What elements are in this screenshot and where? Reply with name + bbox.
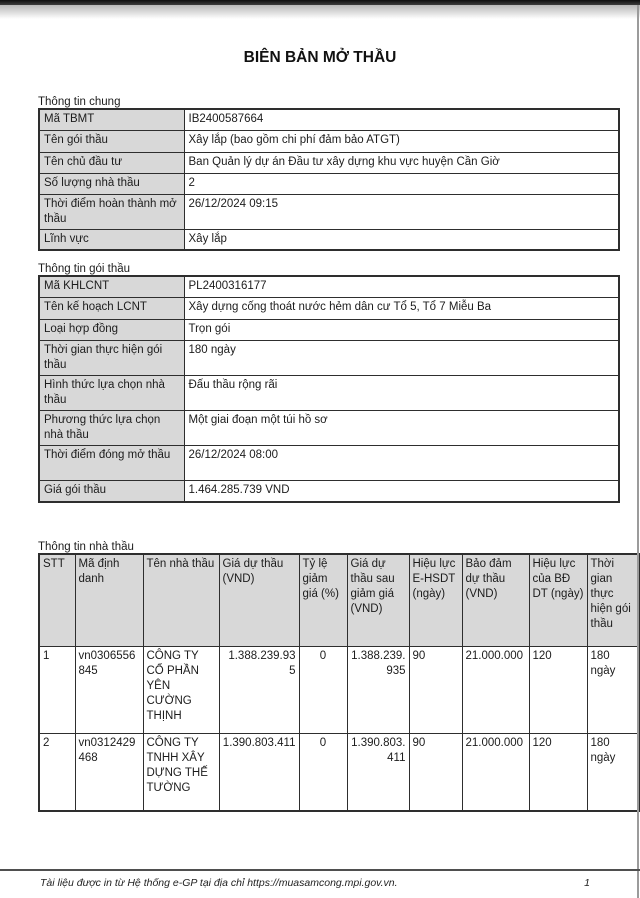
contractor-cell-price-after-discount: 1.388.239.935 bbox=[347, 646, 409, 733]
page-right-edge bbox=[637, 5, 639, 898]
contractor-row bbox=[39, 646, 639, 733]
contractor-cell-discount: 0 bbox=[299, 733, 347, 811]
table-row bbox=[39, 130, 619, 152]
general-row-label: Thời điểm hoàn thành mở thầu bbox=[39, 194, 184, 229]
contractor-cell-bid-price: 1.390.803.411 bbox=[219, 733, 299, 811]
contractor-col-header: Tên nhà thầu bbox=[143, 554, 219, 646]
table-row bbox=[39, 375, 619, 410]
contractor-cell-duration: 180 ngày bbox=[587, 646, 639, 733]
contractor-col-header: Bảo đảm dự thầu (VND) bbox=[462, 554, 529, 646]
viewer-top-shadow bbox=[0, 5, 640, 19]
general-row-label: Lĩnh vực bbox=[39, 229, 184, 250]
contractor-col-header: Thời gian thực hiện gói thầu bbox=[587, 554, 639, 646]
package-row-value: Đấu thầu rộng rãi bbox=[184, 375, 619, 410]
general-row-value: 2 bbox=[184, 173, 619, 194]
contractor-col-header: Hiệu lực của BĐ DT (ngày) bbox=[529, 554, 587, 646]
general-row-value: Xây lắp bbox=[184, 229, 619, 250]
table-row bbox=[39, 276, 619, 297]
document-title: BIÊN BẢN MỞ THẦU bbox=[243, 49, 397, 66]
table-row bbox=[39, 173, 619, 194]
contractor-cell-guarantee-validity: 120 bbox=[529, 733, 587, 811]
package-row-value: PL2400316177 bbox=[184, 276, 619, 297]
contractor-cell-stt: 1 bbox=[39, 646, 75, 733]
package-row-label: Giá gói thầu bbox=[39, 480, 184, 502]
section-heading-package: Thông tin gói thầu bbox=[38, 263, 131, 275]
page-footer bbox=[40, 877, 590, 889]
contractor-cell-name: CÔNG TY CỔ PHẦN YÊN CƯỜNG THỊNH bbox=[143, 646, 219, 733]
contractor-cell-validity: 90 bbox=[409, 733, 462, 811]
contractors-header-row bbox=[39, 554, 639, 646]
contractor-row bbox=[39, 733, 639, 811]
package-row-value: 26/12/2024 08:00 bbox=[184, 445, 619, 480]
table-row bbox=[39, 445, 619, 480]
general-row-value: Xây lắp (bao gồm chi phí đảm bảo ATGT) bbox=[184, 130, 619, 152]
general-row-value: IB2400587664 bbox=[184, 109, 619, 130]
package-row-label: Phương thức lựa chọn nhà thầu bbox=[39, 410, 184, 445]
package-row-value: Trọn gói bbox=[184, 319, 619, 340]
contractor-cell-discount: 0 bbox=[299, 646, 347, 733]
table-row bbox=[39, 319, 619, 340]
section-heading-general: Thông tin chung bbox=[38, 96, 121, 108]
general-row-label: Số lượng nhà thầu bbox=[39, 173, 184, 194]
contractor-col-header: STT bbox=[39, 554, 75, 646]
page-number: 1 bbox=[584, 877, 590, 889]
package-row-value: Một giai đoạn một túi hồ sơ bbox=[184, 410, 619, 445]
section-heading-contractors: Thông tin nhà thầu bbox=[38, 541, 134, 553]
contractor-cell-stt: 2 bbox=[39, 733, 75, 811]
package-row-label: Thời điểm đóng mở thầu bbox=[39, 445, 184, 480]
general-row-value: Ban Quản lý dự án Đầu tư xây dựng khu vực huyện Cần Giờ bbox=[184, 152, 619, 173]
general-row-value: 26/12/2024 09:15 bbox=[184, 194, 619, 229]
package-row-value: 180 ngày bbox=[184, 340, 619, 375]
footer-note: Tài liệu được in từ Hệ thống e-GP tại địa chỉ https://muasamcong.mpi.gov.vn. bbox=[40, 877, 398, 889]
contractor-cell-guarantee: 21.000.000 bbox=[462, 646, 529, 733]
package-row-value: Xây dựng cống thoát nước hẻm dân cư Tổ 5, Tổ 7 Miễu Ba bbox=[184, 297, 619, 319]
contractor-cell-guarantee: 21.000.000 bbox=[462, 733, 529, 811]
general-row-label: Mã TBMT bbox=[39, 109, 184, 130]
contractor-col-header: Hiệu lực E-HSDT (ngày) bbox=[409, 554, 462, 646]
table-row bbox=[39, 480, 619, 502]
package-info-table bbox=[38, 275, 620, 503]
contractor-col-header: Tỷ lệ giảm giá (%) bbox=[299, 554, 347, 646]
table-row bbox=[39, 229, 619, 250]
general-info-table bbox=[38, 108, 620, 251]
package-row-value: 1.464.285.739 VND bbox=[184, 480, 619, 502]
table-row bbox=[39, 297, 619, 319]
document-page bbox=[0, 49, 640, 812]
package-row-label: Thời gian thực hiện gói thầu bbox=[39, 340, 184, 375]
contractor-cell-price-after-discount: 1.390.803.411 bbox=[347, 733, 409, 811]
contractor-cell-id: vn0306556845 bbox=[75, 646, 143, 733]
table-row bbox=[39, 152, 619, 173]
contractor-col-header: Giá dự thầu (VND) bbox=[219, 554, 299, 646]
package-row-label: Tên kế hoạch LCNT bbox=[39, 297, 184, 319]
contractor-cell-id: vn0312429468 bbox=[75, 733, 143, 811]
package-row-label: Mã KHLCNT bbox=[39, 276, 184, 297]
package-row-label: Hình thức lựa chọn nhà thầu bbox=[39, 375, 184, 410]
table-row bbox=[39, 109, 619, 130]
footer-divider bbox=[0, 869, 640, 871]
general-row-label: Tên gói thầu bbox=[39, 130, 184, 152]
contractor-cell-duration: 180 ngày bbox=[587, 733, 639, 811]
contractors-table bbox=[38, 553, 640, 812]
contractor-col-header: Giá dự thầu sau giảm giá (VND) bbox=[347, 554, 409, 646]
contractor-cell-bid-price: 1.388.239.935 bbox=[219, 646, 299, 733]
table-row bbox=[39, 194, 619, 229]
contractor-col-header: Mã định danh bbox=[75, 554, 143, 646]
general-row-label: Tên chủ đầu tư bbox=[39, 152, 184, 173]
contractor-cell-guarantee-validity: 120 bbox=[529, 646, 587, 733]
table-row bbox=[39, 340, 619, 375]
contractor-cell-name: CÔNG TY TNHH XÂY DỰNG THẾ TƯỜNG bbox=[143, 733, 219, 811]
contractor-cell-validity: 90 bbox=[409, 646, 462, 733]
package-row-label: Loại hợp đồng bbox=[39, 319, 184, 340]
table-row bbox=[39, 410, 619, 445]
